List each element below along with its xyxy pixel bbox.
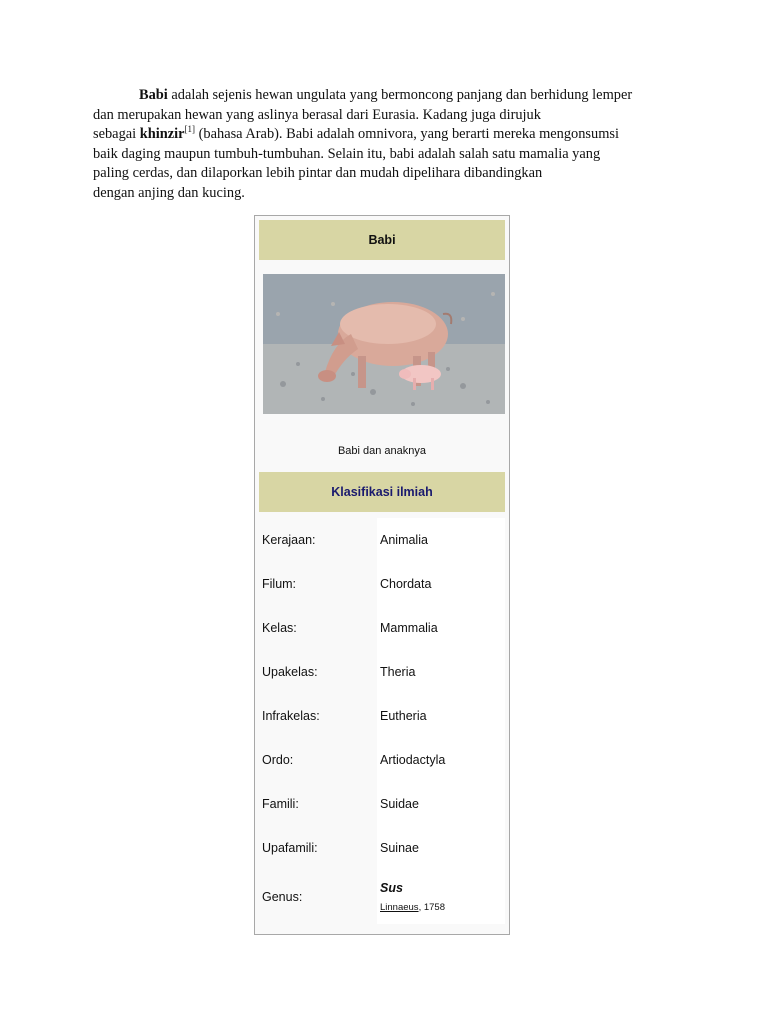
- taxon-row: [259, 694, 505, 738]
- genus-value: [377, 870, 505, 924]
- intro-line-2: dan merupakan hewan yang aslinya berasal dari Eurasia. Kadang juga dirujuk: [93, 106, 541, 123]
- taxon-row: [259, 518, 505, 562]
- taxon-value: Mammalia: [377, 606, 505, 650]
- taxon-value: Theria: [377, 650, 505, 694]
- reference-link[interactable]: [1]: [184, 124, 196, 135]
- taxon-label: Filum:: [262, 577, 297, 591]
- taxon-value: Chordata: [377, 562, 505, 606]
- classification-header: Klasifikasi ilmiah: [259, 472, 505, 512]
- genus-label: Genus:: [262, 890, 303, 904]
- taxon-value: Eutheria: [377, 694, 505, 738]
- taxon-label: Upafamili:: [262, 841, 318, 855]
- taxon-label: Ordo:: [262, 753, 294, 767]
- intro-line-5: paling cerdas, dan dilaporkan lebih pintar dan mudah dipelihara dibandingkan: [93, 165, 543, 182]
- taxon-value: Animalia: [377, 518, 505, 562]
- taxon-label: Infrakelas:: [262, 709, 320, 723]
- linnaeus-link[interactable]: Linnaeus: [380, 902, 419, 913]
- infobox: [254, 215, 510, 935]
- taxon-label: Famili:: [262, 797, 299, 811]
- genus-authority: [380, 902, 445, 913]
- genus-name: Sus: [380, 881, 403, 895]
- taxon-row: [259, 606, 505, 650]
- taxon-value: Suidae: [377, 782, 505, 826]
- taxon-row: [259, 650, 505, 694]
- intro-line-6: dengan anjing dan kucing.: [93, 184, 245, 201]
- genus-row: [259, 870, 505, 924]
- infobox-title: Babi: [259, 220, 505, 260]
- taxon-row: [259, 738, 505, 782]
- image-caption: Babi dan anaknya: [337, 445, 427, 457]
- intro-line-3-rest: (bahasa Arab). Babi adalah omnivora, yang berarti mereka mengonsumsi: [195, 126, 620, 143]
- taxon-label: Upakelas:: [262, 665, 318, 679]
- taxon-row: [259, 562, 505, 606]
- intro-term-khinzir: khinzir: [139, 126, 185, 143]
- taxon-row: [259, 782, 505, 826]
- pig-photo: [263, 274, 505, 414]
- taxon-value: Suinae: [377, 826, 505, 870]
- intro-term: Babi: [139, 87, 168, 103]
- taxon-label: Kelas:: [262, 621, 297, 635]
- taxon-label: Kerajaan:: [262, 533, 316, 547]
- intro-paragraph: [93, 86, 683, 204]
- taxon-row: [259, 826, 505, 870]
- authority-year: , 1758: [418, 902, 445, 913]
- taxon-value: Artiodactyla: [377, 738, 505, 782]
- pig-illustration: [263, 274, 505, 414]
- intro-line-1: adalah sejenis hewan ungulata yang bermoncong panjang dan berhidung lemper: [167, 87, 633, 103]
- intro-line-3-pre: sebagai: [93, 126, 140, 143]
- intro-line-4: baik daging maupun tumbuh-tumbuhan. Selain itu, babi adalah salah satu mamalia yang: [93, 145, 601, 162]
